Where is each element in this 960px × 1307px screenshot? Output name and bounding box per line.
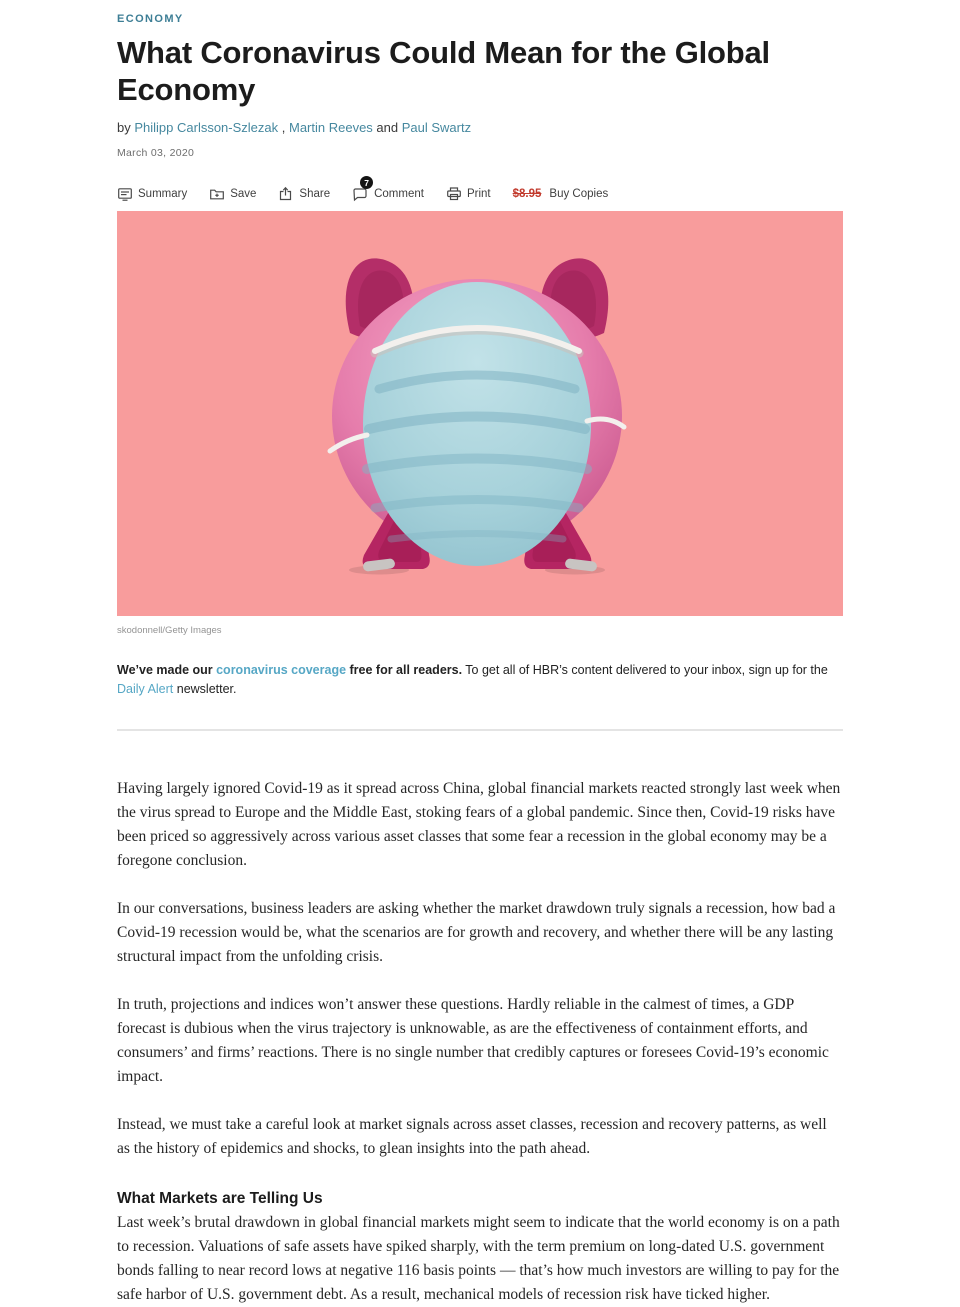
price-strikethrough: $8.95 [512, 188, 542, 200]
daily-alert-link[interactable]: Daily Alert [117, 681, 174, 696]
hero-figure [117, 211, 843, 616]
comment-button[interactable] [352, 177, 424, 202]
image-credit: skodonnell/Getty Images [117, 625, 222, 636]
print-label: Print [466, 188, 491, 200]
paragraph-3: In truth, projections and indices won’t answer these questions. Hardly reliable in the calmest of times, a GDP forecast is dubious when the virus trajectory is unknowable, as are the effectiveness of containment efforts, and consumers’ and firms’ reactions. There is no single number that credibly captures or foresees Covid-19’s economic impact. [117, 995, 829, 1085]
summary-label: Summary [138, 188, 188, 200]
category-link[interactable]: ECONOMY [117, 13, 184, 25]
byline [117, 120, 843, 135]
share-label: Share [299, 188, 331, 200]
paragraph-5: Last week’s brutal drawdown in global financial markets might seem to indicate that the world economy is on a path to recession. Valuations of safe assets have spiked sharply, with the term premium on long-dated U.S. government bonds falling to near record lows at negative 116 basis points — that’s how much investors are willing to pay for the safe harbor of U.S. government debt. As a result, mechanical models of recession risk have ticked higher. [117, 1213, 840, 1303]
surgical-mask [363, 282, 591, 566]
paragraph-4: Instead, we must take a careful look at market signals across asset classes, recession and recovery patterns, as well as the history of epidemics and shocks, to glean insights into the path ahead. [117, 1115, 827, 1157]
byline-sep-1: , [278, 120, 289, 135]
buy-copies-button[interactable] [513, 188, 609, 200]
page-title: What Coronavirus Could Mean for the Global Economy [117, 35, 770, 107]
notice-lead: We’ve made our [117, 663, 217, 677]
publish-date: March 03, 2020 [117, 147, 195, 159]
comment-label: Comment [374, 188, 424, 200]
paragraph-2: In our conversations, business leaders are asking whether the market drawdown truly signals a recession, how bad a Covid-19 recession would be, what the scenarios are for growth and recovery, and whether there will be any lasting structural impact from the unfolding crisis. [117, 899, 836, 965]
notice-regular: To get all of HBR’s content delivered to your inbox, sign up for the [462, 663, 828, 677]
buy-copies-label: Buy Copies [549, 188, 609, 200]
coverage-notice [117, 661, 843, 699]
section-heading: What Markets are Telling Us [117, 1189, 323, 1207]
share-button[interactable] [278, 186, 330, 202]
print-button[interactable] [446, 186, 491, 202]
print-icon [446, 186, 462, 202]
author-link-3[interactable]: Paul Swartz [401, 120, 472, 135]
section-divider [117, 729, 843, 731]
byline-prefix: by [117, 120, 131, 135]
byline-sep-2: and [372, 120, 402, 135]
summary-icon [117, 186, 133, 202]
article-body [117, 777, 843, 1307]
save-label: Save [230, 188, 257, 200]
article-toolbar [117, 177, 843, 202]
coronavirus-coverage-link[interactable]: coronavirus coverage [216, 663, 347, 677]
save-icon [209, 186, 225, 202]
share-icon [278, 186, 294, 202]
article-page [117, 0, 843, 1307]
author-link-2[interactable]: Martin Reeves [288, 120, 373, 135]
comment-count-badge: 7 [360, 176, 373, 189]
author-link-1[interactable]: Philipp Carlsson-Szlezak [134, 120, 279, 135]
notice-tail: newsletter. [173, 681, 237, 696]
notice-tail-bold: free for all readers. [346, 663, 463, 677]
save-button[interactable] [209, 186, 256, 202]
hero-image [117, 211, 843, 616]
summary-button[interactable] [117, 186, 187, 202]
paragraph-1: Having largely ignored Covid-19 as it spread across China, global financial markets reacted strongly last week when the virus spread to Europe and the Middle East, stoking fears of a global pandemic. Since then, Covid-19 risks have been priced so aggressively across various asset classes that some fear a recession in the global economy may be a foregone conclusion. [117, 779, 841, 869]
